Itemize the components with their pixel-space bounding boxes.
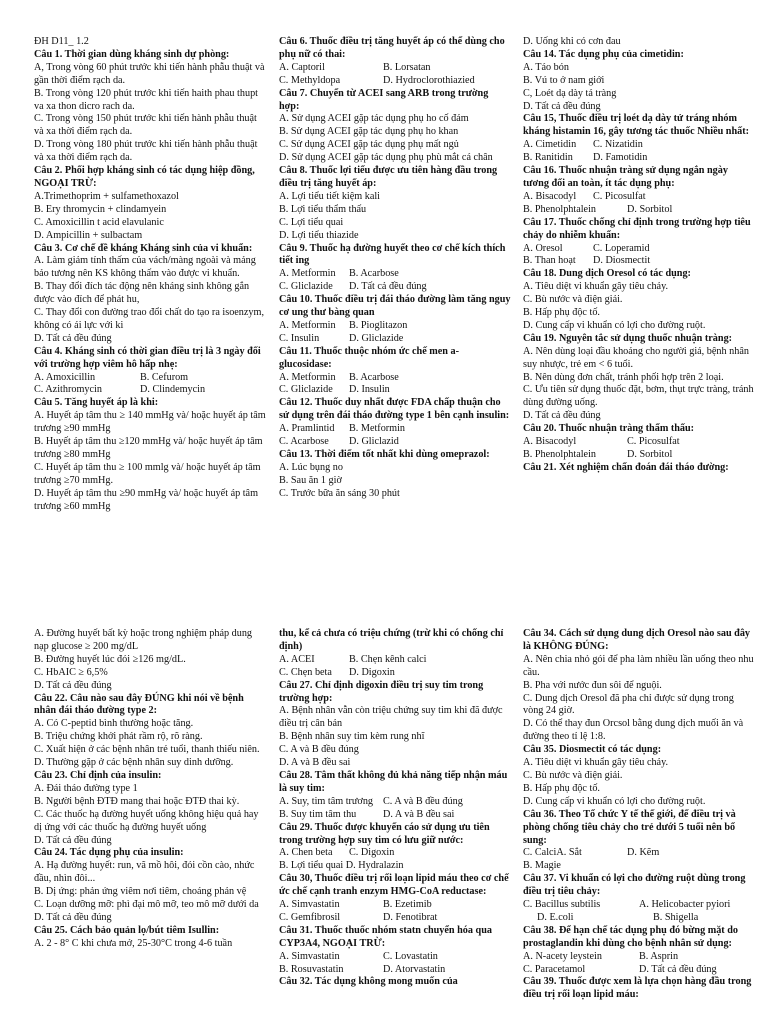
answer-options-row (279, 796, 511, 809)
answer-option: D. Uống khi có cơn đau (523, 36, 621, 47)
question-text: Câu 2. Phối hợp kháng sinh có tác dụng hiệp đồng, NGOẠI TRỪ: (34, 165, 255, 189)
answer-option: D. Cung cấp vi khuẩn có lợi cho đường ruột. (523, 795, 706, 807)
answer-option: D. Atorvastatin (383, 963, 446, 975)
page2-column-1 (34, 628, 266, 951)
answer-options-row (279, 809, 511, 822)
answer-option: A. Chen beta (279, 847, 333, 859)
answer-option: A. Oresol (523, 242, 563, 254)
answer-option: A. Bisacodyl (523, 436, 577, 448)
answer-option: A. Nên chia nhỏ gói để pha làm nhiều lần uống theo nhu cầu. (523, 653, 754, 678)
answer-option: A. Metformin (279, 319, 336, 331)
answer-option: C. Dung dịch Oresol đã pha chỉ được sử dụng trong vòng 24 giờ. (523, 692, 734, 717)
answer-options-row (279, 654, 511, 667)
answer-option: B. Sử dụng ACEI gặp tác dụng phụ ho khan (279, 126, 459, 138)
question-text: Câu 11. Thuốc thuộc nhóm ức chế men a-glucosidase: (279, 345, 459, 370)
question-text: Câu 34. Cách sử dụng dung dịch Oresol nào sau đây là KHÔNG ĐÚNG: (523, 628, 751, 652)
answer-option: A. Simvastatin (279, 899, 340, 911)
answer-option: A. Nên dùng loại đầu khoảng cho người giá, bệnh nhân suy nhược, trẻ em < 6 tuổi. (523, 345, 749, 370)
question-text: Câu 8. Thuốc lợi tiểu được ưu tiên hàng đầu trong điều trị tăng huyết áp: (279, 165, 498, 189)
answer-options-row (279, 667, 511, 680)
answer-options-row (279, 372, 511, 385)
question-text: Câu 9. Thuốc hạ đường huyết theo cơ chế kích thích tiết ing (279, 242, 506, 267)
answer-option: A. 2 - 8° C khi chưa mở, 25-30°C trong 4-6 tuần (34, 937, 233, 949)
answer-option: D. Có thể thay đun Orcsol bằng dung dịch muối ăn và đường theo tỉ lệ 1:8. (523, 718, 744, 743)
answer-option: D. Hydroclorothiazied (383, 74, 475, 86)
answer-options-row (523, 847, 755, 860)
answer-option: B. Magie (523, 860, 561, 872)
answer-option: A. Metformin (279, 371, 336, 383)
answer-option: C. Bacillus subtilis (523, 899, 601, 911)
answer-option: A. Đường huyết bất kỳ hoặc trong nghiệm pháp dung nạp glucose ≥ 200 mg/dL (34, 628, 253, 652)
answer-option: D. Tất cả đều đúng (523, 410, 601, 422)
answer-option: C. Bù nước và điện giải. (523, 294, 623, 306)
question-text: Câu 27. Chỉ định digoxin điều trị suy tim trong trường hợp: (279, 679, 484, 704)
answer-option: C. Ưu tiên sử dụng thuốc đặt, bơm, thụt trực tràng, tránh dùng đường uống. (523, 384, 754, 409)
question-text: Câu 16. Thuốc nhuận tràng sử dụng ngắn ngày tương đối an toàn, ít tác dụng phụ: (523, 165, 728, 189)
answer-option: C. Paracetamol (523, 963, 586, 975)
question-text: Câu 29. Thuốc được khuyến cáo sử dụng ưu tiên trong trường hợp suy tim có lưu giữ nước: (279, 821, 490, 846)
answer-option: B. Ezetimib (383, 899, 432, 911)
answer-option: D. Kẽm (627, 847, 660, 859)
answer-option: B. Metformin (349, 423, 406, 435)
answer-option: A, Trong vòng 60 phút trước khi tiến hành phẫu thuật và gần thời điểm rạch da. (34, 61, 265, 86)
question-text: Câu 12. Thuốc duy nhất được FDA chấp thuận cho sử dụng trên đái tháo đường type 1 bên cạnh insulin: (279, 397, 510, 422)
answer-option: C. Loạn dưỡng mỡ: phì đại mô mỡ, teo mô mỡ dưới da (34, 899, 259, 911)
answer-option: A. Helicobacter pyiori (639, 899, 731, 911)
question-text: Câu 19. Nguyên tắc sử dụng thuốc nhuận tràng: (523, 332, 733, 344)
answer-option: D. Ampicillin + sulbactam (34, 229, 143, 241)
answer-option: C. Gemfibrosil (279, 911, 341, 923)
answer-option: B. Suy tim tâm thu (279, 808, 357, 820)
answer-option: D. A và B đều sai (383, 808, 455, 820)
question-text: Câu 3. Cơ chế đề kháng Kháng sinh của vi khuẩn: (34, 242, 253, 254)
answer-options-row (279, 847, 511, 860)
question-text: Câu 13. Thời điểm tốt nhất khi dùng omeprazol: (279, 449, 490, 460)
question-text: Câu 37. Vi khuẩn có lợi cho đường ruột dùng trong điều trị tiêu chảy: (523, 873, 746, 898)
answer-option: B. Lorsatan (383, 61, 431, 73)
question-text: thu, kể cả chưa có triệu chứng (trừ khi có chống chỉ định) (279, 628, 504, 652)
question-text: Câu 39. Thuốc được xem là lựa chọn hàng đầu trong điều trị rối loạn lipid máu: (523, 976, 752, 1001)
answer-option: C. Chẹn beta (279, 666, 332, 678)
answer-option: D. Sử dụng ACEI gặp tác dụng phụ phù mắt cá chân (279, 152, 493, 164)
question-text: Câu 23. Chỉ định của insulin: (34, 769, 162, 781)
answer-option: B. Rosuvastatin (279, 963, 344, 975)
answer-option: C. Azithromycin (34, 384, 102, 396)
answer-options-row (279, 320, 511, 333)
page1-column-1 (34, 36, 266, 514)
answer-option: A. Bệnh nhân vẫn còn triệu chứng suy tim khi đã được điều trị cân bản (279, 705, 503, 730)
answer-options-row (523, 964, 755, 977)
answer-option: C. Acarbose (279, 436, 329, 448)
answer-options-row (523, 204, 755, 217)
answer-option: A. Có C-peptid bình thường hoặc tăng. (34, 718, 194, 730)
question-text: Câu 4. Kháng sinh có thời gian điều trị là 3 ngày đối với trường hợp viêm hô hấp nhẹ: (34, 345, 261, 370)
answer-option: A. ACEI (279, 653, 315, 665)
question-text: Câu 17. Thuốc chống chỉ định trong trường hợp tiêu chảy do nhiễm khuẩn: (523, 216, 751, 241)
answer-option: A. N-acety leystein (523, 950, 602, 962)
answer-option: B. Shigella (653, 911, 699, 923)
question-text: Câu 24. Tác dụng phụ của insulin: (34, 847, 184, 859)
answer-option: C. Lợi tiểu quai (279, 216, 344, 228)
answer-options-row (279, 436, 511, 449)
answer-option: A. Hạ đường huyết: run, vã mồ hôi, đói cồn cào, nhức đầu, nhìn đôi... (34, 860, 255, 885)
answer-option: D. Fenotibrat (383, 911, 438, 923)
answer-option: B. Trong vòng 120 phút trước khi tiến haith phau thupt va xa thon dicro rach da. (34, 87, 258, 112)
answer-options-row (523, 436, 755, 449)
answer-option: C. Sử dụng ACEI gặp tác dụng phụ mất ngủ (279, 139, 459, 151)
question-text: Câu 32. Tác dụng không mong muốn của (279, 976, 458, 988)
answer-option: D. Tất cả đều đúng (34, 679, 112, 691)
answer-option: D. Sorbitol (627, 203, 673, 215)
answer-options-row (523, 191, 755, 204)
question-text: Câu 22. Câu nào sau đây ĐÚNG khi nói về bệnh nhân đái tháo đường type 2: (34, 692, 244, 717)
answer-option: D. Thường gặp ở các bệnh nhân suy dinh dưỡng. (34, 757, 234, 769)
answer-options-row (34, 372, 266, 385)
answer-option: B. Triệu chứng khởi phát rầm rộ, rõ ràng. (34, 731, 203, 743)
answer-option: A. Bisacodyl (523, 190, 577, 202)
answer-option: B. Vú to ở nam giới (523, 74, 605, 86)
answer-option: A. Captoril (279, 61, 325, 73)
answer-option: A. Tiêu diệt vi khuẩn gây tiêu chảy. (523, 281, 669, 293)
answer-option: A. Metformin (279, 268, 336, 280)
answer-options-row (279, 951, 511, 964)
answer-option: C. A và B đều đúng (383, 795, 463, 807)
answer-option: C. Digoxin (349, 847, 395, 859)
answer-option: C. Lovastatin (383, 950, 438, 962)
answer-option: B. Asprin (639, 950, 679, 962)
answer-options-row (523, 951, 755, 964)
answer-option: D. Famotidin (593, 152, 648, 164)
answer-option: A. Lúc bụng no (279, 461, 343, 473)
question-text: Câu 5. Tăng huyết áp là khi: (34, 397, 159, 409)
answer-option: A. Lợi tiểu tiết kiệm kali (279, 190, 381, 202)
question-text: Câu 6. Thuốc điều trị tăng huyết áp có thể dùng cho phụ nữ có thai: (279, 36, 505, 60)
answer-option: C. Trong vòng 150 phút trước khi tiến hành phẫu thuật và xa thời điểm rạch da. (34, 113, 257, 138)
document-title: ĐH D11_ 1.2 (34, 36, 89, 47)
answer-option: C. Các thuốc hạ đường huyết uống không hiệu quả hay dị ứng với các thuốc hạ đường huyết uống (34, 808, 259, 833)
answer-option: A.Trimethoprim + sulfamethoxazol (34, 190, 179, 202)
answer-option: D. Cung cấp vi khuẩn có lợi cho đường ruột. (523, 319, 706, 331)
question-text: Câu 30, Thuốc điều trị rối loạn lipid máu theo cơ chế ức chế cạnh tranh enzym HMG-CoA reductase: (279, 873, 509, 898)
answer-option: C. CalciA. Sắt (523, 847, 582, 859)
answer-option: A. Amoxicillin (34, 371, 96, 383)
answer-option: D. Insulin (349, 384, 390, 396)
answer-option: B. Chẹn kênh calci (349, 653, 427, 665)
answer-option: C. Thay đổi con đường trao đổi chất do tạo ra isoenzym, không có ái lực với ki (34, 307, 264, 331)
answer-option: A. Pramlintid (279, 423, 335, 435)
answer-option: A. Tiêu diệt vi khuẩn gây tiêu chảy. (523, 757, 669, 769)
answer-option: A. Huyết áp tâm thu ≥ 140 mmHg và/ hoặc huyết áp tâm trương ≥90 mmHg (34, 410, 266, 435)
answer-option: C. Huyết áp tâm thu ≥ 100 mmlg và/ hoặc huyết áp tâm trương ≥70 mmHg. (34, 461, 261, 486)
page1-column-2 (279, 36, 511, 501)
answer-option: A. Đái tháo đường type 1 (34, 782, 138, 794)
answer-option: C. Amoxicillin t acid elavulanic (34, 216, 164, 228)
answer-option: B. Bệnh nhân suy tim kèm rung nhĩ (279, 731, 425, 743)
answer-option: B. Acarbose (349, 371, 399, 383)
answer-options-row (523, 912, 755, 925)
question-text: Câu 15, Thuốc điều trị loét dạ dày tử tráng nhóm kháng histamin 16, gây tương tác thuốc Nhiều nhất: (523, 113, 750, 138)
question-text: Câu 10. Thuốc điều trị đái tháo đường làm tăng nguy cơ ung thư bàng quan (279, 294, 511, 319)
answer-option: D. Tất cả đều đúng (349, 281, 427, 293)
answer-option: B. Nên dùng đơn chất, tránh phối hợp trên 2 loại. (523, 371, 724, 383)
answer-option: B. Acarbose (349, 268, 399, 280)
answer-option: B. Pioglitazon (349, 319, 408, 331)
answer-options-row (279, 62, 511, 75)
question-text: Câu 21. Xét nghiệm chẩn đoán đái tháo đường: (523, 461, 729, 473)
answer-option: B. Than hoạt (523, 255, 576, 267)
answer-options-row (34, 384, 266, 397)
question-text: Câu 25. Cách bảo quản lọ/bút tiêm Isullin: (34, 924, 220, 936)
answer-option: B. Pha với nước đun sôi để nguội. (523, 679, 662, 691)
answer-options-row (279, 423, 511, 436)
answer-option: A. Làm giảm tính thấm của vách/màng ngoài và mảng bảo tương nên KS không thấm vào được vi khuẩn. (34, 255, 256, 280)
answer-option: C. Insulin (279, 332, 320, 344)
answer-option: A. Sử dụng ACEI gặp tác dụng phụ ho cố đám (279, 113, 469, 125)
question-text: Câu 35. Diosmectit có tác dụng: (523, 744, 662, 756)
answer-options-row (523, 152, 755, 165)
answer-option: D. A và B đều sai (279, 757, 351, 769)
answer-option: C. Loperamid (593, 242, 650, 254)
answer-options-row (523, 449, 755, 462)
answer-option: D. Tất cả đều đúng (34, 834, 112, 846)
question-text: Câu 38. Để hạn chế tác dụng phụ đó bừng mặt do prostaglandin khi dùng cho bệnh nhân sử dụng: (523, 924, 739, 949)
answer-option: B. Phenolphtalein (523, 203, 597, 215)
answer-option: D. Digoxin (349, 666, 395, 678)
answer-option: C. Bù nước và điện giải. (523, 769, 623, 781)
answer-option: D. Clindemycin (140, 384, 206, 396)
answer-option: B. Cefurom (140, 371, 189, 383)
page2-column-3 (523, 628, 755, 1002)
answer-option: A. Cimetidin (523, 139, 577, 151)
answer-option: C. Gliclazide (279, 384, 333, 396)
question-text: Câu 1. Thời gian dùng kháng sinh dự phòng: (34, 48, 230, 60)
answer-option: C. Trước bữa ăn sáng 30 phút (279, 487, 400, 499)
answer-option: B. Lợi tiểu thẩm thấu (279, 203, 367, 215)
question-text: Câu 7. Chuyển từ ACEI sang ARB trong trường hợp: (279, 87, 489, 112)
answer-option: B. Người bệnh ĐTĐ mang thai hoặc ĐTĐ thai kỳ. (34, 795, 240, 807)
answer-option: D. Gliclazid (349, 436, 399, 448)
answer-options-row (279, 384, 511, 397)
answer-option: A. Simvastatin (279, 950, 340, 962)
answer-option: C. Gliclazide (279, 281, 333, 293)
page2-column-2 (279, 628, 511, 989)
answer-option: D. Tất cả đều đúng (34, 911, 112, 923)
page1-column-3 (523, 36, 755, 475)
question-text: Câu 14. Tác dụng phụ của cimetidin: (523, 48, 684, 60)
answer-option: C, Loét dạ dày tá tràng (523, 87, 617, 99)
answer-option: D. Sorbitol (627, 449, 673, 460)
question-text: Câu 28. Tâm thất không đủ khả năng tiếp nhận máu là suy tim: (279, 769, 508, 794)
answer-option: C. A và B đều đúng (279, 744, 359, 756)
answer-option: C. Picosulfat (593, 190, 646, 202)
answer-options-row (523, 255, 755, 268)
answer-option: D. Tất cả đều đúng (34, 332, 112, 344)
answer-options-row (523, 139, 755, 152)
answer-option: B. Dị ứng: phản ứng viêm nơi tiêm, choáng phản vệ (34, 886, 247, 898)
answer-option: C. Methyldopa (279, 74, 341, 86)
question-text: Câu 31. Thuốc thuốc nhóm statn chuyển hóa qua CYP3A4, NGOẠI TRỪ: (279, 924, 492, 949)
answer-option: D. Huyết áp tâm thu ≥90 mmHg và/ hoặc huyết áp tâm trương ≥60 mmHg (34, 487, 259, 512)
answer-options-row (279, 75, 511, 88)
answer-option: B. Huyết áp tâm thu ≥120 mmHg và/ hoặc huyết áp tâm trương ≥80 mmHg (34, 436, 263, 460)
answer-options-row (279, 268, 511, 281)
answer-options-row (279, 281, 511, 294)
answer-option: D. Tất cả đều đúng (639, 963, 717, 975)
answer-option: D. Gliclazide (349, 332, 404, 344)
answer-option: A. Táo bón (523, 61, 569, 73)
answer-option: D. Lợi tiểu thiazide (279, 229, 359, 241)
answer-option: B. Ranitidin (523, 152, 573, 164)
answer-option: B. Hấp phụ độc tố. (523, 782, 600, 794)
answer-option: B. Ery thromycin + clindamyein (34, 203, 167, 215)
answer-option: B. Phenolphtalein (523, 449, 597, 460)
answer-option: A. Suy, tim tâm trương (279, 795, 374, 807)
answer-option: C. Picosulfat (627, 436, 680, 448)
answer-option: B. Đường huyết lúc đói ≥126 mg/dL. (34, 653, 186, 665)
answer-option: B. Sau ăn 1 giờ (279, 474, 342, 486)
question-text: Câu 18. Dung dịch Oresol có tác dụng: (523, 268, 691, 280)
answer-options-row (279, 899, 511, 912)
answer-options-row (279, 912, 511, 925)
answer-option: C. Xuất hiện ở các bệnh nhân trẻ tuổi, thanh thiếu niên. (34, 744, 260, 756)
answer-options-row (523, 243, 755, 256)
answer-option: C. Nizatidin (593, 139, 643, 151)
question-text: Câu 20. Thuốc nhuận tràng thẩm thấu: (523, 423, 695, 435)
answer-option: B. Lợi tiểu quai D. Hydralazin (279, 860, 404, 872)
question-text: Câu 36. Theo Tổ chức Y tế thế giới, để điều trị và phòng chống tiêu chảy cho trẻ dưới 5 tuổi nên bổ sung: (523, 808, 736, 846)
answer-option: D. Trong vòng 180 phút trước khi tiến hành phẫu thuật và xa thời điểm rạch da. (34, 139, 258, 164)
answer-option: B. Thay đổi đích tác động nên kháng sinh không gắn được vào đích để phát hu, (34, 281, 250, 306)
answer-option: B. Hấp phụ độc tố. (523, 307, 600, 319)
answer-options-row (279, 333, 511, 346)
answer-option: D. Diosmectit (593, 255, 651, 267)
answer-options-row (523, 899, 755, 912)
answer-options-row (279, 964, 511, 977)
answer-option: D. E.coli (537, 911, 574, 923)
answer-option: C. HbAIC ≥ 6,5% (34, 666, 108, 678)
answer-option: D. Tất cả đều đúng (523, 100, 601, 112)
